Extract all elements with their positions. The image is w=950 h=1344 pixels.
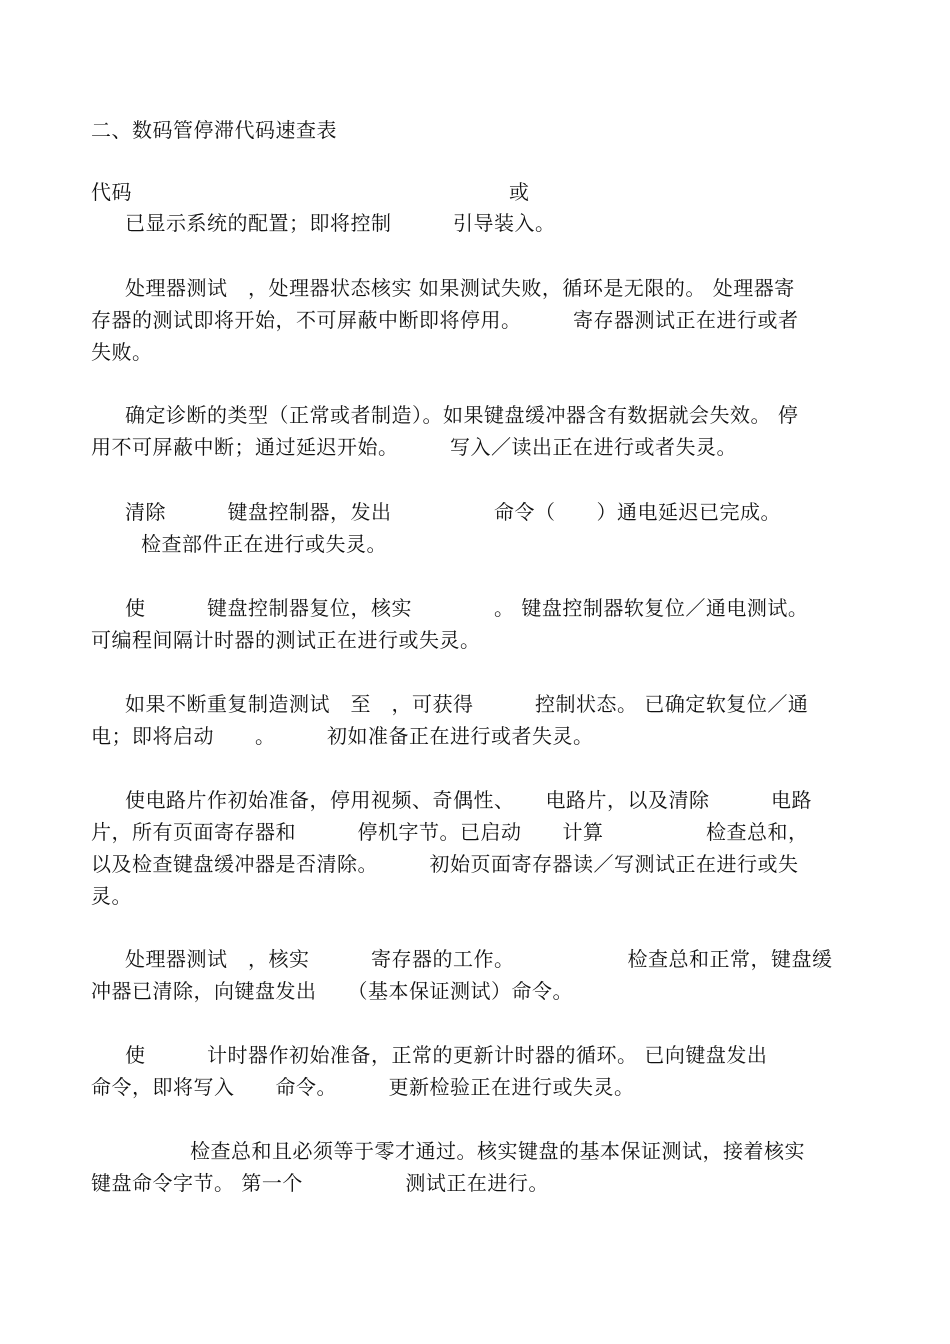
paragraph-line: 使 键盘控制器复位，核实 。 键盘控制器软复位／通电测试。 [125,596,809,620]
paragraph-line: 以及检查键盘缓冲器是否清除。 初始页面寄存器读／写测试正在进行或失 [91,852,799,876]
paragraph-line: 处理器测试 ，处理器状态核实 如果测试失败，循环是无限的。 处理器寄 [125,276,795,300]
paragraph-line: 存器的测试即将开始，不可屏蔽中断即将停用。 寄存器测试正在进行或者 [91,308,799,332]
paragraph-line: 使电路片作初始准备，停用视频、奇偶性、 电路片，以及清除 电路 [125,788,812,812]
paragraph-line: 检查总和且必须等于零才通过。核实键盘的基本保证测试，接着核实 [190,1139,805,1163]
header-or-label: 或 [509,180,530,204]
paragraph-line: 处理器测试 ，核实 寄存器的工作。 检查总和正常，键盘缓 [125,947,833,971]
paragraph-line: 可编程间隔计时器的测试正在进行或失灵。 [91,628,481,652]
paragraph-line: 清除 键盘控制器，发出 命令（ ）通电延迟已完成。 [125,500,781,524]
paragraph-line: 冲器已清除，向键盘发出 （基本保证测试）命令。 [91,979,573,1003]
paragraph-line: 键盘命令字节。 第一个 测试正在进行。 [91,1171,549,1195]
paragraph-line: 检查部件正在进行或失灵。 [141,532,387,556]
paragraph-line: 命令，即将写入 命令。 更新检验正在进行或失灵。 [91,1075,635,1099]
paragraph-line: 使 计时器作初始准备，正常的更新计时器的循环。 已向键盘发出 [125,1043,768,1067]
paragraph-line: 灵。 [91,884,132,908]
paragraph-line: 确定诊断的类型（正常或者制造）。如果键盘缓冲器含有数据就会失效。 停 [125,403,799,427]
paragraph-line: 如果不断重复制造测试 至 ，可获得 控制状态。 已确定软复位／通 [125,692,809,716]
paragraph-line: 用不可屏蔽中断；通过延迟开始。 写入／读出正在进行或者失灵。 [91,435,737,459]
paragraph-line: 电；即将启动 。 初如准备正在进行或者失灵。 [91,724,594,748]
paragraph-line: 片，所有页面寄存器和 停机字节。已启动 计算 检查总和， [91,820,809,844]
header-code-label: 代码 [91,180,132,204]
document-title: 二、数码管停滞代码速查表 [91,118,337,142]
paragraph-line: 失败。 [91,340,153,364]
paragraph-line: 已显示系统的配置；即将控制 引导装入。 [125,211,556,235]
